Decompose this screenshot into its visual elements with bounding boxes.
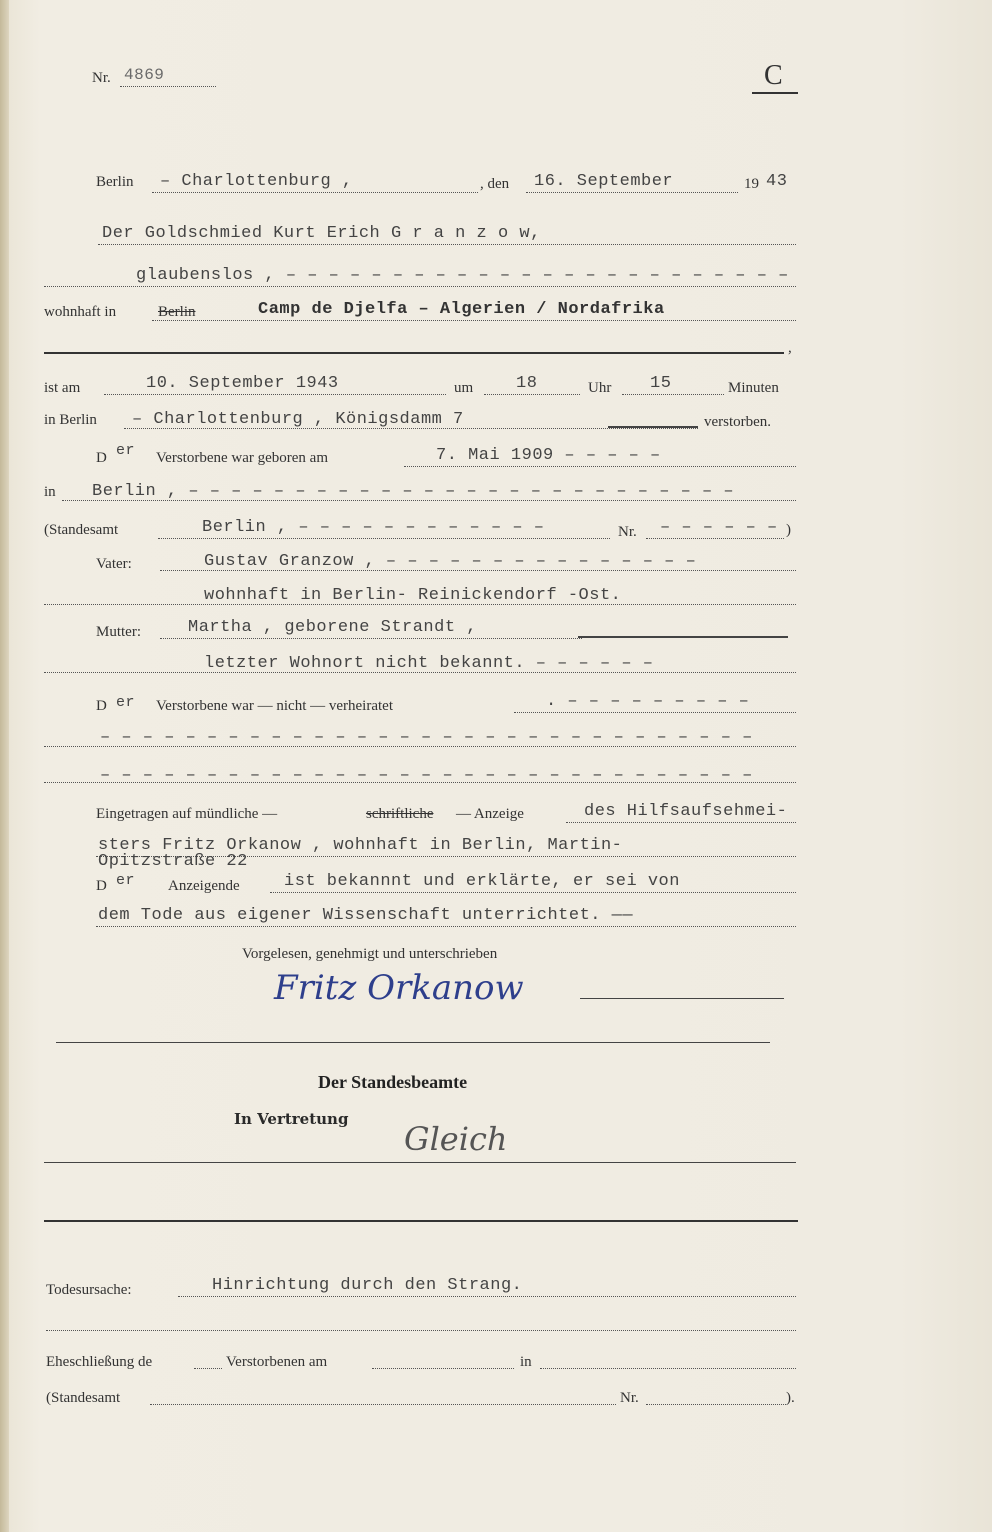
deputy-stamp: In Vertretung <box>234 1110 349 1128</box>
registrar-line <box>44 1162 796 1163</box>
residence-underline <box>152 320 796 321</box>
struck-residence: Berlin <box>158 304 196 320</box>
death-place-value: – Charlottenburg , Königsdamm 7 <box>132 410 464 429</box>
married-gender: er <box>116 694 136 711</box>
born-label: Verstorbene war geboren am <box>156 450 329 466</box>
cause-of-death-line-2 <box>46 1330 796 1331</box>
religion-underline <box>44 286 796 287</box>
born-place-value: Berlin , – – – – – – – – – – – – – – – – – – – – – – – – – – <box>92 482 735 501</box>
married-label: Verstorbene war — nicht — verheiratet <box>156 698 393 714</box>
entry-underline <box>566 822 796 823</box>
blank-line-comma: , <box>788 340 792 356</box>
informant-underline <box>270 892 796 893</box>
mother-filler <box>578 636 788 638</box>
marriage-place-underline <box>540 1368 796 1369</box>
marriage-date-underline <box>372 1368 514 1369</box>
entry-label-end: — Anzeige <box>456 806 524 822</box>
book-spine-edge <box>0 0 9 1532</box>
standesamt-label: (Standesamt <box>44 522 119 538</box>
death-place-filler <box>608 426 698 428</box>
marriage-in-label: in <box>520 1354 532 1370</box>
father-address: wohnhaft in Berlin- Reinickendorf -Ost. <box>204 586 622 605</box>
year-value: 43 <box>766 172 788 191</box>
blank-line-filled <box>44 352 784 354</box>
entry-label-start: Eingetragen auf mündliche — <box>96 806 278 822</box>
mother-label: Mutter: <box>96 624 141 640</box>
date-value: 16. September <box>534 172 674 191</box>
married-value: . – – – – – – – – – <box>546 692 750 711</box>
corner-letter-underline <box>752 92 798 94</box>
marriage-registry-close: ). <box>786 1390 795 1406</box>
cause-of-death-underline <box>178 1296 796 1297</box>
born-prefix: D <box>96 450 107 466</box>
signature-line-1 <box>580 998 784 999</box>
minute-underline <box>622 394 724 395</box>
registrar-heading: Der Standesbeamte <box>318 1072 468 1092</box>
entry-struck: schriftliche <box>366 806 434 822</box>
informant-signature: Fritz Orkanow <box>274 968 524 1008</box>
married-underline <box>514 712 796 713</box>
nr-underline <box>120 86 216 87</box>
born-gender: er <box>116 442 136 459</box>
entry-value-3: Opitzstraße 22 <box>98 852 248 871</box>
dash-line-2: – – – – – – – – – – – – – – – – – – – – – – – – – – – – – – – <box>100 766 753 785</box>
death-date-value: 10. September 1943 <box>146 374 339 393</box>
marriage-registry-label: (Standesamt <box>46 1390 121 1406</box>
entry-value-2: sters Fritz Orkanow , wohnhaft in Berlin, Martin- <box>98 836 623 855</box>
informant-value: ist bekannnt und erklärte, er sei von <box>284 872 680 891</box>
father-underline <box>160 570 796 571</box>
signature-line-2 <box>56 1042 770 1043</box>
verstorben-label: verstorben. <box>704 414 772 430</box>
place-prefix: Berlin <box>96 174 134 190</box>
date-label: , den <box>480 176 510 192</box>
informant-prefix: D <box>96 878 107 894</box>
born-value: 7. Mai 1909 – – – – – <box>436 446 661 465</box>
entry-value: des Hilfsaufsehmei- <box>584 802 788 821</box>
um-label: um <box>454 380 474 396</box>
section-divider <box>44 1220 798 1222</box>
informant-label: Anzeigende <box>168 878 240 894</box>
nr-label: Nr. <box>92 70 111 86</box>
married-prefix: D <box>96 698 107 714</box>
father-label: Vater: <box>96 556 132 572</box>
born-place-underline <box>62 500 796 501</box>
informant-value-2: dem Tode aus eigener Wissenschaft unterrichtet. —— <box>98 906 634 925</box>
name-line: Der Goldschmied Kurt Erich G r a n z o w, <box>102 224 541 243</box>
dash-line-1: – – – – – – – – – – – – – – – – – – – – – – – – – – – – – – – <box>100 728 753 747</box>
marriage-label-start: Eheschließung de <box>46 1354 153 1370</box>
year-prefix: 19 <box>744 176 759 192</box>
death-place-underline <box>124 428 698 429</box>
standesamt-nr-label: Nr. <box>618 524 637 540</box>
minuten-label: Minuten <box>728 380 779 396</box>
cause-of-death-value: Hinrichtung durch den Strang. <box>212 1276 523 1295</box>
standesamt-nr-value: – – – – – – <box>660 518 778 537</box>
marriage-gender-underline <box>194 1368 222 1369</box>
hour-underline <box>484 394 580 395</box>
death-date-label: ist am <box>44 380 81 396</box>
standesamt-nr-underline <box>646 538 784 539</box>
death-place-label: in Berlin <box>44 412 97 428</box>
residence-value: Camp de Djelfa – Algerien / Nordafrika <box>258 300 665 319</box>
nr-value: 4869 <box>124 66 165 84</box>
minute-value: 15 <box>650 374 672 393</box>
father-value: Gustav Granzow , – – – – – – – – – – – – – – – <box>204 552 697 571</box>
mother-address: letzter Wohnort nicht bekannt. – – – – – – <box>204 654 654 673</box>
place-value: – Charlottenburg , <box>160 172 353 191</box>
dash-line-1-underline <box>44 746 796 747</box>
death-date-underline <box>104 394 446 395</box>
marriage-registry-underline <box>150 1404 616 1405</box>
residence-label: wohnhaft in <box>44 304 117 320</box>
marriage-registry-nr-label: Nr. <box>620 1390 639 1406</box>
informant-value-2-underline <box>96 926 796 927</box>
hour-value: 18 <box>516 374 538 393</box>
mother-underline <box>160 638 582 639</box>
registrar-signature: Gleich <box>404 1120 508 1158</box>
marriage-label-mid: Verstorbenen am <box>226 1354 328 1370</box>
dash-line-2-underline <box>44 782 796 783</box>
marriage-registry-nr-underline <box>646 1404 786 1405</box>
standesamt-underline <box>158 538 610 539</box>
religion-line: glaubenslos , – – – – – – – – – – – – – – – – – – – – – – – – <box>136 266 789 285</box>
read-approved-signed: Vorgelesen, genehmigt und unterschrieben <box>242 946 498 962</box>
name-underline <box>98 244 796 245</box>
place-underline <box>152 192 478 193</box>
date-underline <box>526 192 738 193</box>
born-underline <box>404 466 796 467</box>
uhr-label: Uhr <box>588 380 612 396</box>
mother-value: Martha , geborene Strandt , <box>188 618 477 637</box>
father-address-underline <box>44 604 796 605</box>
mother-address-underline <box>44 672 796 673</box>
corner-letter: C <box>764 60 783 91</box>
standesamt-value: Berlin , – – – – – – – – – – – – <box>202 518 545 537</box>
cause-of-death-label: Todesursache: <box>46 1282 132 1298</box>
born-place-label: in <box>44 484 56 500</box>
standesamt-close: ) <box>786 522 791 538</box>
informant-gender: er <box>116 872 136 889</box>
